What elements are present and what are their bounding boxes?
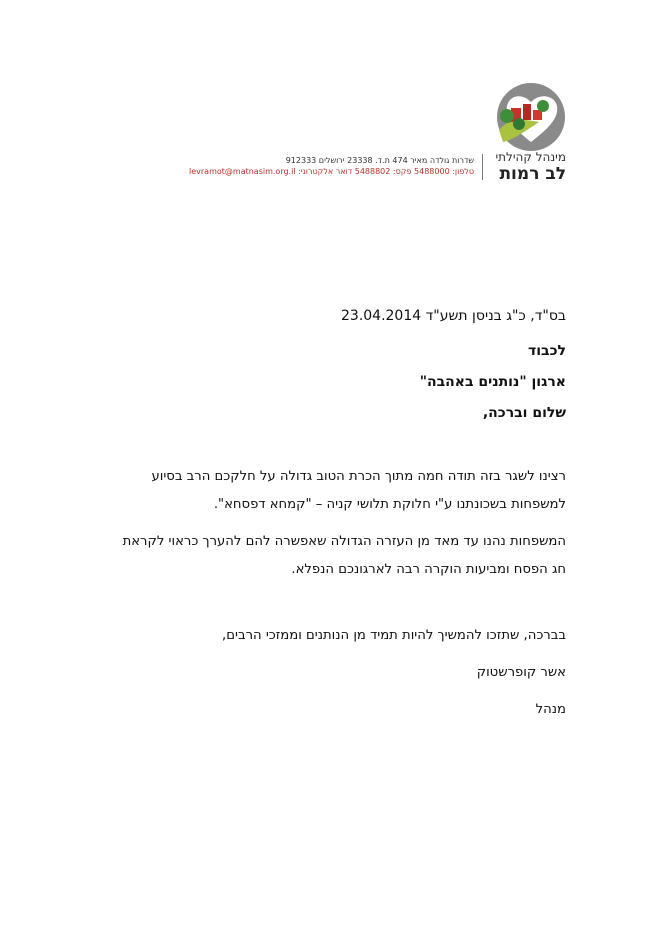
organization-title: לב רמות xyxy=(499,164,566,184)
community-center-logo xyxy=(493,80,571,154)
paragraph-line: למשפחות בשכונתנו ע"י חלוקת תלושי קניה – "קמחא דפסחא". xyxy=(213,497,566,512)
greeting: שלום וברכה, xyxy=(482,405,566,421)
logo-house-2 xyxy=(523,104,531,120)
logo-tree-1 xyxy=(500,109,514,123)
date-line: בס"ד, כ"ג בניסן תשע"ד 23.04.2014 xyxy=(341,308,566,324)
closing-line: בברכה, שתזכו להמשיך להיות תמיד מן הנותנים וממזכי הרבים, xyxy=(222,628,566,643)
logo-tree-3 xyxy=(513,118,525,130)
letterhead-divider xyxy=(482,154,483,180)
contact-block xyxy=(189,155,474,177)
organization-name xyxy=(495,150,566,184)
contact-line: טלפון: 5488000 פקס: 5488802 דואר אלקטרוני: levramot@matnasim.org.il xyxy=(189,167,474,176)
paragraph-thanks xyxy=(151,463,566,519)
recipient-prefix: לכבוד xyxy=(528,343,566,359)
logo-tree-2 xyxy=(537,100,549,112)
address-line: שדרות גולדה מאיר 474 ת.ד. 23338 ירושלים 912333 xyxy=(285,156,474,165)
signer-name: אשר קופרשטוק xyxy=(476,665,566,680)
paragraph-line: רצינו לשגר בזה תודה חמה מתוך הכרת הטוב גדולה על חלקכם הרב בסיוע xyxy=(151,469,566,484)
paragraph-line: חג הפסח ומביעות הוקרה רבה לארגונכם הנפלא. xyxy=(291,562,566,577)
organization-subtitle: מינהל קהילתי xyxy=(495,150,566,164)
paragraph-families xyxy=(123,528,566,584)
recipient-org: ארגון "נותנים באהבה" xyxy=(419,374,566,390)
signer-title: מנהל xyxy=(535,702,566,717)
paragraph-line: המשפחות נהנו עד מאד מן העזרה הגדולה שאפשרה להם להערך כראוי לקראת xyxy=(122,534,566,549)
